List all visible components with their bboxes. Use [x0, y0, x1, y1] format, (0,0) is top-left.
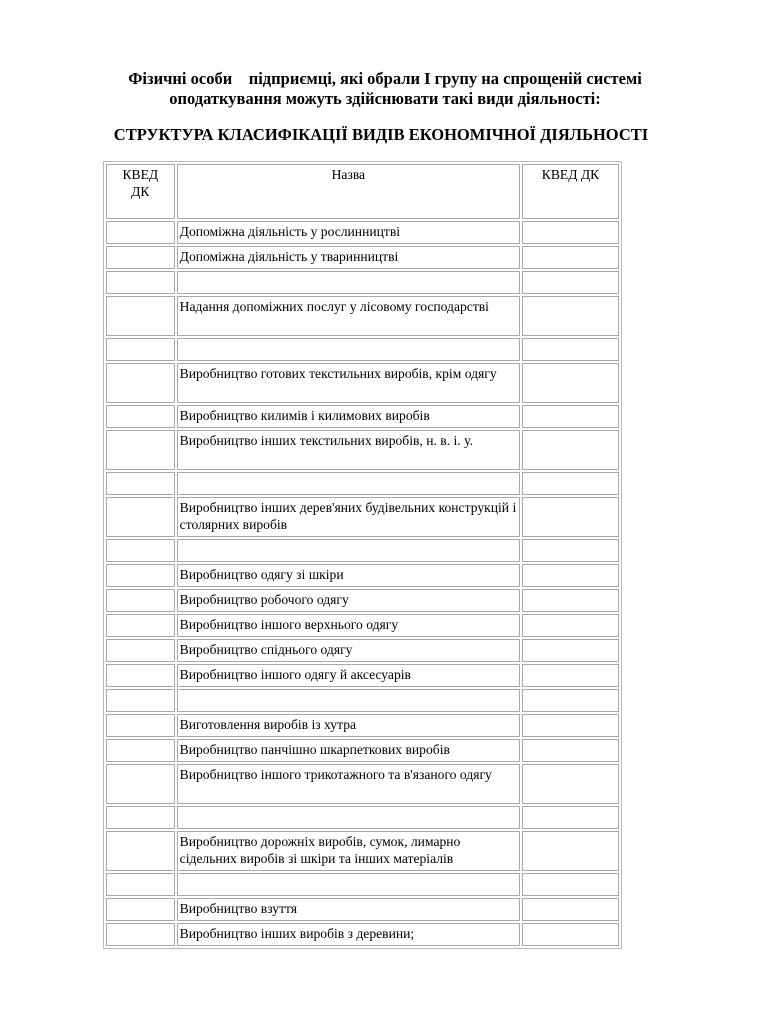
kved-code-cell — [106, 831, 175, 871]
header-name: Назва — [177, 164, 520, 219]
table-row — [106, 764, 619, 804]
header-kved-dk-2: КВЕД ДК — [522, 164, 619, 219]
kved-code-cell — [106, 589, 175, 612]
table-row — [106, 589, 619, 612]
activity-name-cell: Виробництво іншого одягу й аксесуарів — [177, 664, 520, 687]
activity-name-cell: Виробництво робочого одягу — [177, 589, 520, 612]
table-row — [106, 296, 619, 336]
kved-code-cell — [106, 764, 175, 804]
activity-name-cell: Виробництво взуття — [177, 898, 520, 921]
table-row — [106, 739, 619, 762]
kved-dk-cell — [522, 271, 619, 294]
kved-dk-cell — [522, 338, 619, 361]
heading-line-2: оподаткування можуть здійснювати такі види діяльності: — [169, 89, 601, 108]
kved-code-cell — [106, 689, 175, 712]
kved-code-cell — [106, 873, 175, 896]
kved-code-cell — [106, 296, 175, 336]
table-row — [106, 430, 619, 470]
table-row — [106, 497, 619, 537]
kved-code-cell — [106, 898, 175, 921]
table-row — [106, 271, 619, 294]
header-kved-line1: КВЕД — [122, 167, 159, 182]
activity-name-cell: Допоміжна діяльність у тваринництві — [177, 246, 520, 269]
kved-code-cell — [106, 246, 175, 269]
kved-code-cell — [106, 564, 175, 587]
kved-code-cell — [106, 338, 175, 361]
kved-dk-cell — [522, 831, 619, 871]
kved-code-cell — [106, 714, 175, 737]
kved-dk-cell — [522, 497, 619, 537]
table-row — [106, 664, 619, 687]
table-row — [106, 806, 619, 829]
table-row — [106, 714, 619, 737]
kved-code-cell — [106, 405, 175, 428]
kved-code-cell — [106, 739, 175, 762]
activity-name-cell — [177, 338, 520, 361]
kved-code-cell — [106, 271, 175, 294]
kved-dk-cell — [522, 296, 619, 336]
kved-dk-cell — [522, 405, 619, 428]
kved-dk-cell — [522, 806, 619, 829]
kved-code-cell — [106, 472, 175, 495]
kved-dk-cell — [522, 764, 619, 804]
kved-code-cell — [106, 497, 175, 537]
table-row — [106, 898, 619, 921]
kved-dk-cell — [522, 689, 619, 712]
document-title: СТРУКТУРА КЛАСИФІКАЦІЇ ВИДІВ ЕКОНОМІЧНОЇ ДІЯЛЬНОСТІ — [113, 125, 649, 144]
activity-name-cell — [177, 472, 520, 495]
kved-dk-cell — [522, 246, 619, 269]
activity-name-cell: Виробництво інших текстильних виробів, н. в. і. у. — [177, 430, 520, 470]
kved-code-cell — [106, 539, 175, 562]
document-heading — [5, 69, 765, 109]
kved-dk-cell — [522, 614, 619, 637]
table-row — [106, 873, 619, 896]
table-row — [106, 539, 619, 562]
kved-dk-cell — [522, 923, 619, 946]
kved-dk-cell — [522, 589, 619, 612]
kved-dk-cell — [522, 363, 619, 403]
kved-code-cell — [106, 614, 175, 637]
kved-code-cell — [106, 430, 175, 470]
table-row — [106, 405, 619, 428]
kved-dk-cell — [522, 873, 619, 896]
kved-code-cell — [106, 363, 175, 403]
table-row — [106, 831, 619, 871]
kved-dk-cell — [522, 664, 619, 687]
activity-name-cell — [177, 689, 520, 712]
kved-table — [103, 161, 622, 949]
kved-dk-cell — [522, 639, 619, 662]
table-row — [106, 472, 619, 495]
kved-code-cell — [106, 923, 175, 946]
activity-name-cell: Виробництво інших виробів з деревини; — [177, 923, 520, 946]
activity-name-cell — [177, 539, 520, 562]
activity-name-cell: Виробництво готових текстильних виробів, крім одягу — [177, 363, 520, 403]
activity-name-cell — [177, 271, 520, 294]
kved-dk-cell — [522, 472, 619, 495]
kved-dk-cell — [522, 221, 619, 244]
kved-dk-cell — [522, 714, 619, 737]
table-row — [106, 338, 619, 361]
activity-name-cell: Виробництво спіднього одягу — [177, 639, 520, 662]
table-row — [106, 246, 619, 269]
header-kved-line2: ДК — [131, 184, 150, 199]
kved-code-cell — [106, 664, 175, 687]
activity-name-cell: Виробництво іншого верхнього одягу — [177, 614, 520, 637]
heading-line-1: Фізичні особи підприємці, які обрали І групу на спрощеній системі — [128, 69, 642, 88]
table-row — [106, 564, 619, 587]
kved-dk-cell — [522, 539, 619, 562]
table-row — [106, 614, 619, 637]
header-kved-dk — [106, 164, 175, 219]
activity-name-cell — [177, 873, 520, 896]
table-row — [106, 221, 619, 244]
activity-name-cell: Виробництво килимів і килимових виробів — [177, 405, 520, 428]
kved-code-cell — [106, 221, 175, 244]
kved-dk-cell — [522, 430, 619, 470]
table-row — [106, 689, 619, 712]
activity-name-cell: Виробництво іншого трикотажного та в'язаного одягу — [177, 764, 520, 804]
table-header-row — [106, 164, 619, 219]
table-row — [106, 639, 619, 662]
activity-name-cell: Виробництво панчішно шкарпеткових виробів — [177, 739, 520, 762]
activity-name-cell: Виробництво інших дерев'яних будівельних конструкцій і столярних виробів — [177, 497, 520, 537]
activity-name-cell: Виробництво дорожніх виробів, сумок, лимарно сідельних виробів зі шкіри та інших матеріалів — [177, 831, 520, 871]
activity-name-cell: Надання допоміжних послуг у лісовому господарстві — [177, 296, 520, 336]
activity-name-cell: Допоміжна діяльність у рослинництві — [177, 221, 520, 244]
kved-dk-cell — [522, 739, 619, 762]
table-row — [106, 363, 619, 403]
kved-code-cell — [106, 806, 175, 829]
activity-name-cell: Виробництво одягу зі шкіри — [177, 564, 520, 587]
kved-dk-cell — [522, 898, 619, 921]
activity-name-cell: Виготовлення виробів із хутра — [177, 714, 520, 737]
activity-name-cell — [177, 806, 520, 829]
kved-dk-cell — [522, 564, 619, 587]
kved-code-cell — [106, 639, 175, 662]
table-row — [106, 923, 619, 946]
